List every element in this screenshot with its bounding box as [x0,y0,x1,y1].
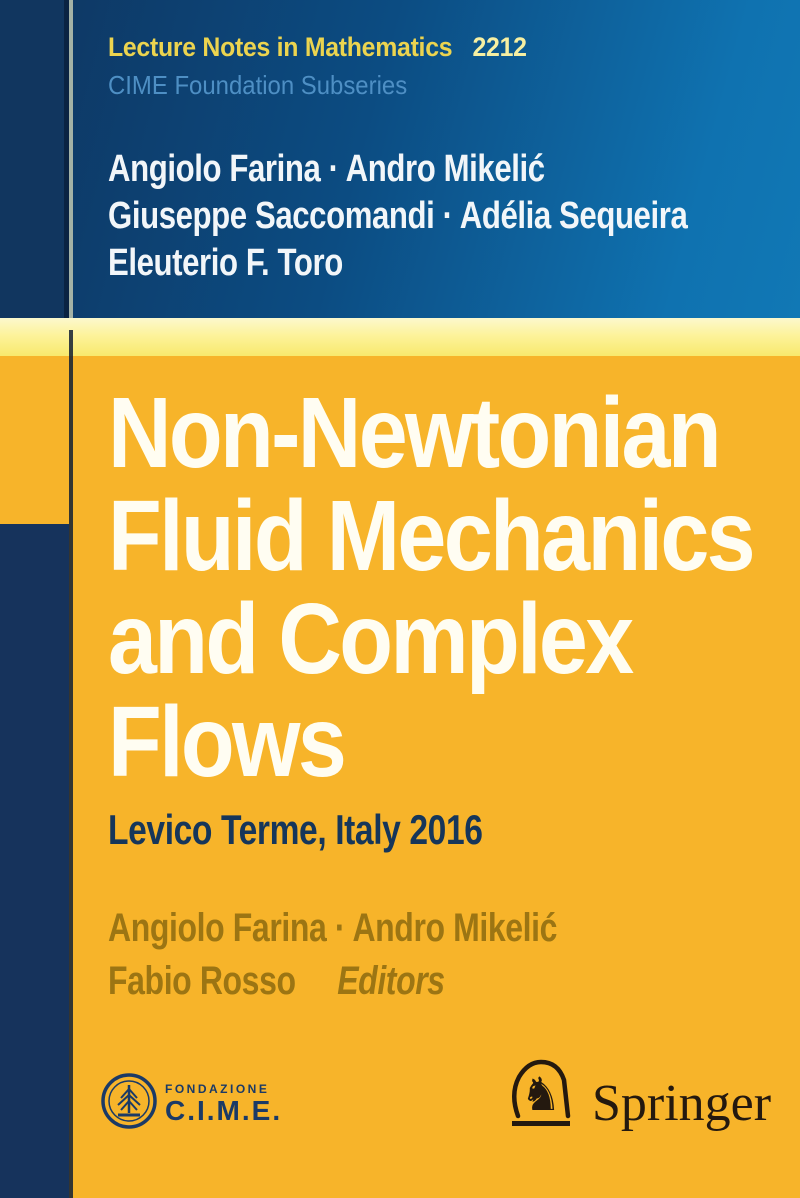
accent-band [0,318,800,356]
title-line-3: and Complex [108,583,632,695]
title-line-1: Non-Newtonian [108,377,719,489]
cime-emblem-icon [100,1072,158,1135]
author-block [108,146,687,287]
subseries-title: CIME Foundation Subseries [108,70,408,100]
svg-text:♞: ♞ [520,1067,562,1121]
book-title [108,377,753,798]
editors-line-2-names: Fabio Rosso [108,959,296,1003]
springer-logo [502,1058,771,1137]
cime-text [165,1082,282,1126]
series-number: 2212 [472,32,527,62]
title-line-2: Fluid Mechanics [108,480,753,592]
book-subtitle: Levico Terme, Italy 2016 [108,806,483,853]
editors-line-1: Angiolo Farina · Andro Mikelić [108,906,558,950]
series-line [108,32,527,63]
left-column-bottom [0,524,69,1198]
author-line-1: Angiolo Farina · Andro Mikelić [108,148,545,190]
series-title: Lecture Notes in Mathematics [108,32,453,62]
cime-name-label: C.I.M.E. [165,1094,283,1126]
editors-line-2 [108,955,557,1008]
springer-knight-icon [502,1058,578,1137]
editors-role-label: Editors [337,959,445,1003]
cime-org-label: FONDAZIONE [165,1081,270,1096]
author-line-2: Giuseppe Saccomandi · Adélia Sequeira [108,195,688,237]
left-column-top [0,0,69,318]
author-line-3: Eleuterio F. Toro [108,242,343,284]
springer-wordmark: Springer [592,1075,772,1132]
editors-block [108,902,557,1008]
title-line-4: Flows [108,686,345,798]
spine-divider-dark [69,330,73,1198]
spine-divider-light [69,0,73,322]
cime-logo [100,1072,282,1135]
